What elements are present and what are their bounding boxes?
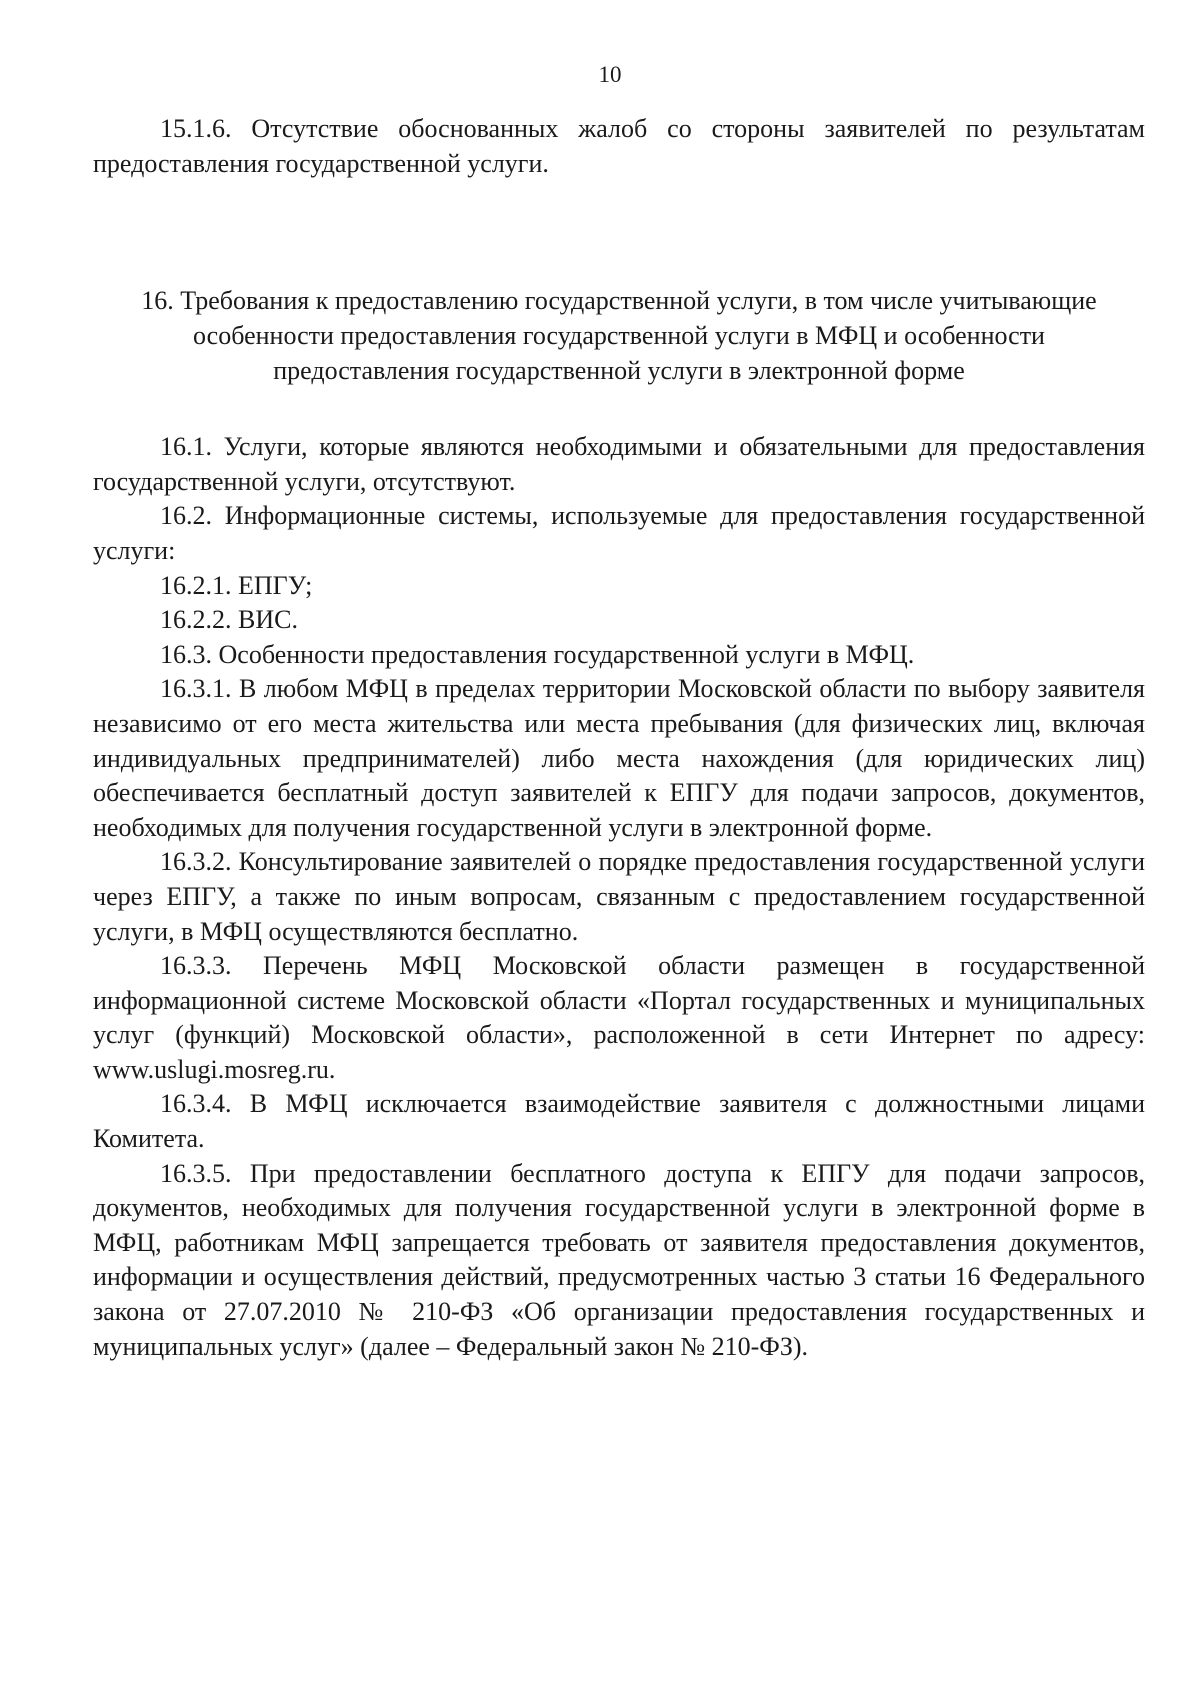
paragraph-16-3-4: 16.3.4. В МФЦ исключается взаимодействие заявителя с должностными лицами Комитета.: [93, 1089, 1145, 1154]
paragraph-16-3-1: 16.3.1. В любом МФЦ в пределах территории Московской области по выбору заявителя независимо от его места жительства или места пребывания (для физических лиц, включая индивидуальных предпринимателей) либо места нахождения (для юридических лиц) обеспечивается бесплатный доступ заявителей к ЕПГУ для подачи запросов, документов, необходимых для получения государственной услуги в электронной форме.: [93, 674, 1145, 842]
paragraph-16-3-5: 16.3.5. При предоставлении бесплатного доступа к ЕПГУ для подачи запросов, документов, необходимых для получения государственной услуги в электронной форме в МФЦ, работникам МФЦ запрещается требовать от заявителя предоставления документов, информации и осуществления действий, предусмотренных частью 3 статьи 16 Федерального закона от 27.07.2010 № 210-ФЗ «Об организации предоставления государственных и муниципальных услуг» (далее – Федеральный закон № 210-ФЗ).: [93, 1158, 1145, 1361]
paragraph-16-2-2: 16.2.2. ВИС.: [160, 605, 298, 635]
section-heading-16: 16. Требования к предоставлению государственной услуги, в том числе учитывающие особенности предоставления государственной услуги в МФЦ и особенности предоставления государственной услуги в электронной форме: [141, 286, 1097, 386]
paragraph-16-3-3: 16.3.3. Перечень МФЦ Московской области размещен в государственной информационной системе Московской области «Портал государственных и муниципальных услуг (функций) Московской области», расположенной в сети Интернет по адресу: www.uslugi.mosreg.ru.: [93, 951, 1145, 1084]
document-body: [93, 112, 1145, 1364]
paragraph-16-3: 16.3. Особенности предоставления государственной услуги в МФЦ.: [160, 639, 915, 669]
paragraph-15-1-6: 15.1.6. Отсутствие обоснованных жалоб со стороны заявителей по результатам предоставления государственной услуги.: [93, 114, 1145, 178]
page-number: 10: [598, 62, 622, 87]
paragraph-16-2-1: 16.2.1. ЕПГУ;: [160, 570, 313, 600]
paragraph-16-3-2: 16.3.2. Консультирование заявителей о порядке предоставления государственной услуги через ЕПГУ, а также по иным вопросам, связанным с предоставлением государственной услуги, в МФЦ осуществляются бесплатно.: [93, 847, 1145, 946]
paragraph-16-1: 16.1. Услуги, которые являются необходимыми и обязательными для предоставления государственной услуги, отсутствуют.: [93, 432, 1145, 496]
paragraph-16-2: 16.2. Информационные системы, используемые для предоставления государственной услуги:: [93, 501, 1145, 565]
